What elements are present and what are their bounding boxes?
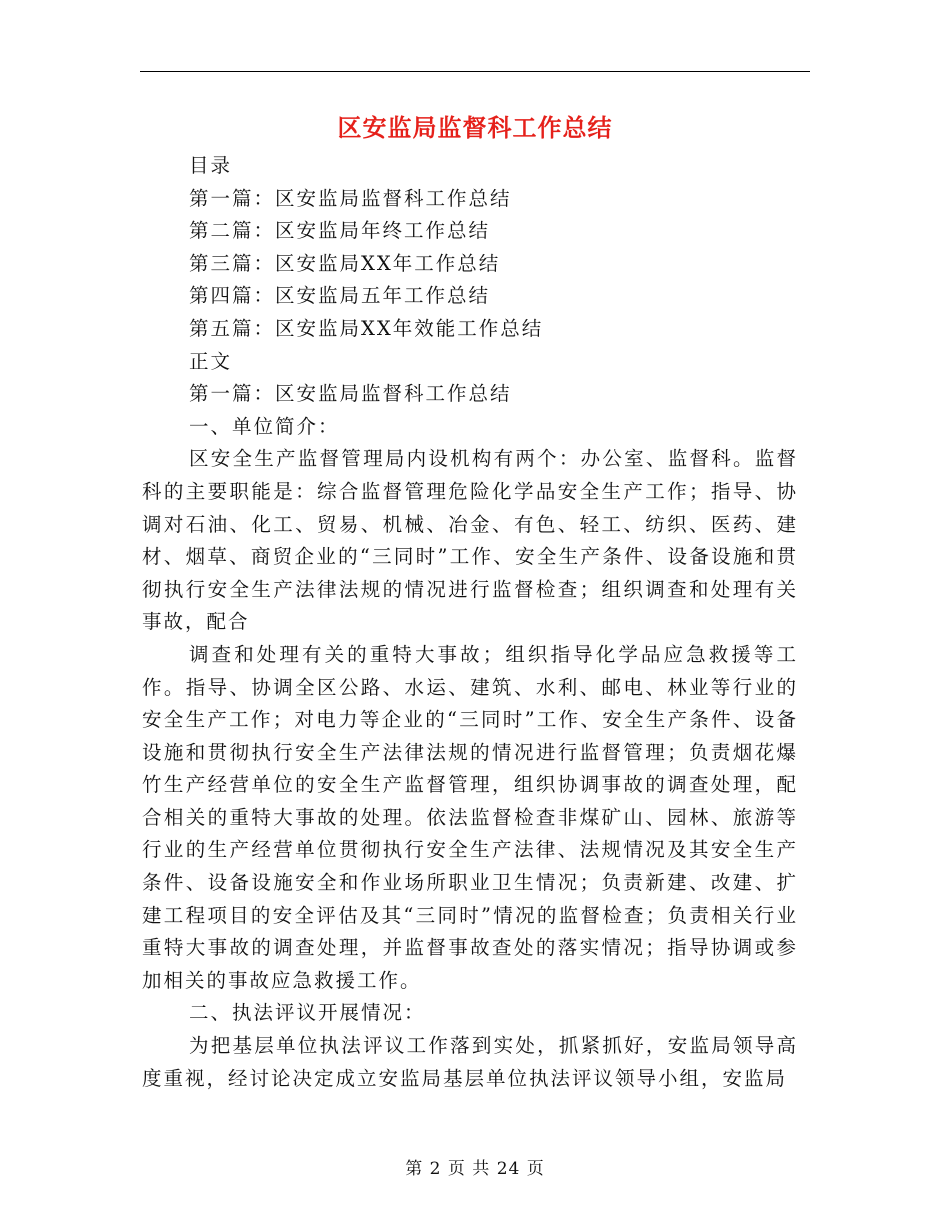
toc-item: 第四篇：区安监局五年工作总结 xyxy=(189,284,491,308)
chapter-heading: 第一篇：区安监局监督科工作总结 xyxy=(189,382,512,406)
toc-item: 第二篇：区安监局年终工作总结 xyxy=(189,219,491,243)
body-heading: 正文 xyxy=(189,349,233,373)
toc-heading: 目录 xyxy=(189,154,233,177)
paragraph: 为把基层单位执法评议工作落到实处，抓紧抓好，安监局领导高度重视，经讨论决定成立安监局基层单位执法评议领导小组，安监局 xyxy=(142,1034,798,1090)
toc-item: 第一篇：区安监局监督科工作总结 xyxy=(189,186,512,210)
toc-item: 第三篇：区安监局XX年工作总结 xyxy=(189,251,501,275)
page-number: 第 2 页 共 24 页 xyxy=(405,1159,545,1179)
section-heading: 一、单位简介： xyxy=(189,414,340,438)
document-title: 区安监局监督科工作总结 xyxy=(337,113,613,142)
document-body xyxy=(142,150,798,1095)
paragraph: 调查和处理有关的重特大事故；组织指导化学品应急救援等工作。指导、协调全区公路、水运、建筑、水利、邮电、林业等行业的安全生产工作；对电力等企业的“三同时”工作、安全生产条件、设备设施和贯彻执行安全生产法律法规的情况进行监督管理；负责烟花爆竹生产经营单位的安全生产监督管理，组织协调事故的调查处理，配合相关的重特大事故的处理。依法监督检查非煤矿山、园林、旅游等行业的生产经营单位贯彻执行安全生产法律、法规情况及其安全生产条件、设备设施安全和作业场所职业卫生情况；负责新建、改建、扩建工程项目的安全评估及其“三同时”情况的监督检查；负责相关行业重特大事故的调查处理，并监督事故查处的落实情况；指导协调或参加相关的事故应急救援工作。 xyxy=(142,642,798,992)
section-heading: 二、执法评议开展情况： xyxy=(189,1001,426,1025)
toc-item: 第五篇：区安监局XX年效能工作总结 xyxy=(189,316,544,340)
paragraph: 区安全生产监督管理局内设机构有两个：办公室、监督科。监督科的主要职能是：综合监督管理危险化学品安全生产工作；指导、协调对石油、化工、贸易、机械、冶金、有色、轻工、纺织、医药、建材、烟草、商贸企业的“三同时”工作、安全生产条件、设备设施和贯彻执行安全生产法律法规的情况进行监督检查；组织调查和处理有关事故，配合 xyxy=(142,447,798,634)
header-rule xyxy=(140,71,810,72)
